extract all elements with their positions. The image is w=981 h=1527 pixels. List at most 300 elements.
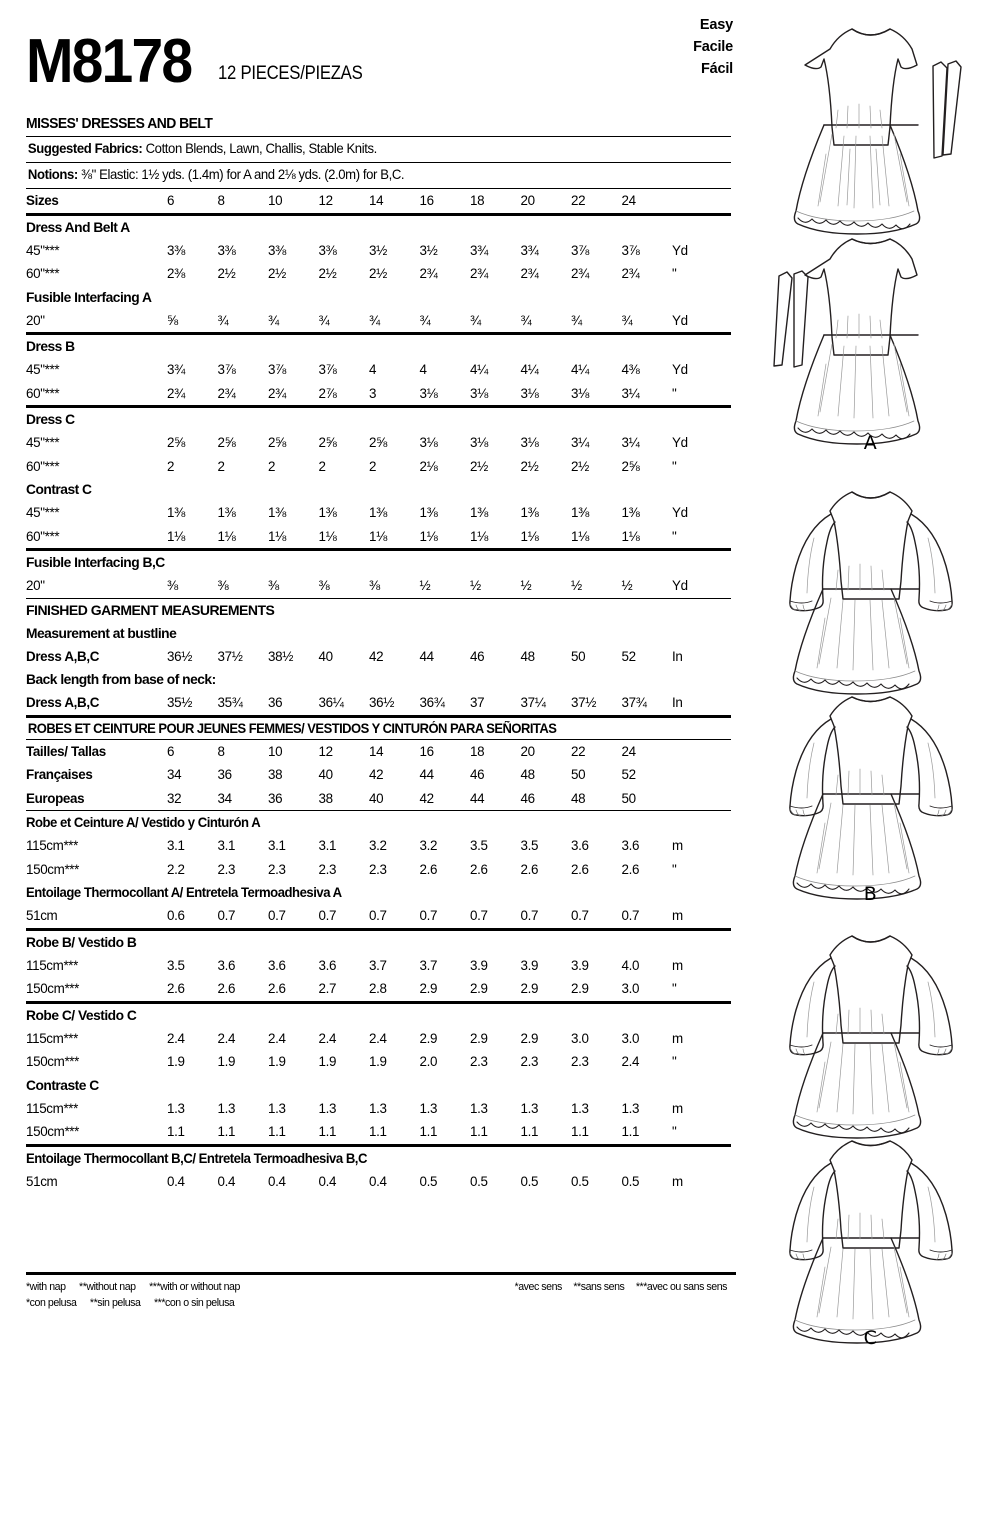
cell: 2.4 xyxy=(167,1030,185,1046)
cell: 36½ xyxy=(369,695,395,711)
cell: 0.4 xyxy=(167,1173,185,1189)
section-heading: Contrast C xyxy=(26,482,92,498)
unit-cell: m xyxy=(672,1030,683,1046)
cell: 0.5 xyxy=(520,1173,539,1189)
table-row xyxy=(26,1097,731,1121)
cell: 2.2 xyxy=(167,861,185,877)
cell: 2¾ xyxy=(217,385,236,401)
cell: ⅝ xyxy=(167,312,178,328)
unit-cell: Yd xyxy=(672,312,688,328)
cell: 3⅛ xyxy=(470,435,488,451)
cell: 2.4 xyxy=(318,1030,337,1046)
cell: 3¾ xyxy=(520,242,539,258)
sizes-header-table xyxy=(26,189,731,213)
cell: 2.9 xyxy=(571,981,589,997)
metric-sizes-table xyxy=(26,740,731,811)
metric-section-2-table xyxy=(26,931,731,1001)
row-label: 60"*** xyxy=(26,458,60,474)
cell: 3⅜ xyxy=(318,242,337,258)
cell: 3.1 xyxy=(268,838,286,854)
row-label: Dress A,B,C xyxy=(26,695,100,711)
cell: 50 xyxy=(571,767,586,783)
cell: 3.5 xyxy=(520,838,539,854)
imperial-section-2-table xyxy=(26,335,731,405)
row-label: 115cm*** xyxy=(26,957,79,973)
cell: 2.9 xyxy=(470,981,488,997)
cell: 0.7 xyxy=(621,908,640,924)
table-row xyxy=(26,904,731,928)
suggested-fabrics-line xyxy=(26,137,706,162)
section-heading-row xyxy=(26,551,731,574)
cell: 1.3 xyxy=(318,1100,337,1116)
cell: ⅜ xyxy=(167,578,178,594)
cell: 14 xyxy=(369,743,384,759)
size-col: 8 xyxy=(217,192,225,208)
cell: 2.6 xyxy=(419,861,438,877)
section-heading-row xyxy=(26,216,731,239)
row-label: 60"*** xyxy=(26,266,60,282)
size-col: 10 xyxy=(268,192,283,208)
cell: 3⅛ xyxy=(419,435,438,451)
cell: 2 xyxy=(268,458,276,474)
cell: 42 xyxy=(369,767,384,783)
cell: 1⅜ xyxy=(621,505,640,521)
section-heading: Robe B/ Vestido B xyxy=(26,934,137,950)
cell: 3½ xyxy=(419,242,438,258)
footnote-item: *with nap xyxy=(26,1281,66,1293)
unit-cell: " xyxy=(672,266,677,282)
row-label: 45"*** xyxy=(26,242,60,258)
cell: 2⅞ xyxy=(318,385,337,401)
table-row xyxy=(26,1120,731,1144)
cell: 3.0 xyxy=(571,1030,589,1046)
cell: 0.7 xyxy=(520,908,539,924)
table-row xyxy=(26,1027,731,1051)
cell: 37½ xyxy=(571,695,597,711)
cell: 1.3 xyxy=(369,1100,387,1116)
cell: 2.6 xyxy=(621,861,640,877)
unit-cell: " xyxy=(672,458,677,474)
section-heading: Fusible Interfacing A xyxy=(26,289,152,305)
section-heading: Dress C xyxy=(26,412,75,428)
unit-cell: m xyxy=(672,957,683,973)
cell: 40 xyxy=(318,648,333,664)
cell: 1⅛ xyxy=(470,528,488,544)
cell: 37 xyxy=(470,695,485,711)
cell: 2.9 xyxy=(419,981,438,997)
cell: 3.6 xyxy=(318,957,337,973)
unit-cell: In xyxy=(672,695,683,711)
finished-title-row xyxy=(26,599,731,622)
difficulty-es: Fácil xyxy=(700,61,733,78)
row-label: Dress A,B,C xyxy=(26,648,100,664)
cell: 1⅜ xyxy=(318,505,337,521)
cell: 3.0 xyxy=(621,1030,640,1046)
cell: 2¾ xyxy=(571,266,589,282)
cell: 1⅛ xyxy=(571,528,589,544)
cell: 4¼ xyxy=(520,362,539,378)
size-col: 20 xyxy=(520,192,535,208)
section-heading: Back length from base of neck: xyxy=(26,672,216,688)
cell: 3.9 xyxy=(470,957,488,973)
row-label: 60"*** xyxy=(26,385,60,401)
footnote-item: *con pelusa xyxy=(26,1297,77,1310)
cell: 0.4 xyxy=(268,1173,286,1189)
cell: 44 xyxy=(470,790,485,806)
cell: ¾ xyxy=(470,312,481,328)
cell: 2½ xyxy=(217,266,236,282)
footnote-french xyxy=(515,1279,736,1295)
cell: 22 xyxy=(571,743,586,759)
cell: 2.6 xyxy=(217,981,236,997)
cell: 38½ xyxy=(268,648,294,664)
row-label: Europeas xyxy=(26,790,85,806)
cell: 3⅞ xyxy=(217,362,236,378)
cell: ¾ xyxy=(217,312,229,328)
cell: 1⅛ xyxy=(419,528,438,544)
cell: 2.3 xyxy=(318,861,337,877)
section-heading-text: Entoilage Thermocollant B,C/ Entretela Termoadhesiva B,C xyxy=(26,1150,367,1166)
unit-cell: " xyxy=(672,1124,677,1140)
cell: 44 xyxy=(419,648,434,664)
cell: 1.9 xyxy=(268,1054,286,1070)
cell: 3.6 xyxy=(217,957,236,973)
unit-cell: " xyxy=(672,528,677,544)
cell: 4¼ xyxy=(571,362,589,378)
cell: 0.6 xyxy=(167,908,185,924)
cell: 1.1 xyxy=(419,1124,438,1140)
row-label: 150cm*** xyxy=(26,981,80,997)
cell: 50 xyxy=(621,790,636,806)
unit-cell: Yd xyxy=(672,435,688,451)
cell: 1.9 xyxy=(369,1054,387,1070)
cell: 3¼ xyxy=(621,435,640,451)
cell: 2 xyxy=(167,458,175,474)
unit-cell xyxy=(672,763,731,787)
cell: ¾ xyxy=(419,312,431,328)
unit-cell: Yd xyxy=(672,505,688,521)
section-heading-row xyxy=(26,1004,731,1027)
cell: 2.9 xyxy=(470,1030,488,1046)
difficulty-fr: Facile xyxy=(693,39,733,56)
cell: 3⅛ xyxy=(419,385,438,401)
cell: 36¼ xyxy=(318,695,344,711)
footnote-spanish xyxy=(26,1295,245,1311)
footnote-item: ***con o sin pelusa xyxy=(153,1297,235,1310)
cell: 2.6 xyxy=(520,861,539,877)
cell: 1⅜ xyxy=(571,505,589,521)
section-heading-row xyxy=(26,931,731,954)
table-row xyxy=(26,1050,731,1074)
cell: 36 xyxy=(217,767,232,783)
cell: 4.0 xyxy=(621,957,640,973)
cell: 3¾ xyxy=(167,362,185,378)
cell: 1.3 xyxy=(621,1100,640,1116)
cell: 2.6 xyxy=(470,861,488,877)
row-label: 150cm*** xyxy=(26,861,80,877)
notions-label: Notions: xyxy=(27,166,78,182)
cell: 2⅜ xyxy=(167,266,185,282)
cell: 3¼ xyxy=(571,435,589,451)
cell: 2½ xyxy=(268,266,286,282)
cell: 37½ xyxy=(217,648,243,664)
footnote-item: **sin pelusa xyxy=(89,1297,141,1310)
cell: 2.3 xyxy=(571,1054,589,1070)
cell: ⅜ xyxy=(268,578,279,594)
imperial-section-5-table xyxy=(26,551,731,598)
cell: 1⅜ xyxy=(419,505,438,521)
cell: 0.7 xyxy=(571,908,589,924)
table-row xyxy=(26,1170,731,1194)
cell: 52 xyxy=(621,648,636,664)
cell: 2 xyxy=(217,458,225,474)
section-heading-row xyxy=(26,1074,731,1097)
cell: 40 xyxy=(369,790,384,806)
cell: 3⅜ xyxy=(167,242,185,258)
cell: 2⅝ xyxy=(621,458,640,474)
size-col: 6 xyxy=(167,192,175,208)
imperial-section-3-table xyxy=(26,408,731,548)
cell: 3¾ xyxy=(470,242,488,258)
view-label-c: C xyxy=(863,1327,878,1349)
cell: 2¾ xyxy=(268,385,286,401)
size-col: 16 xyxy=(419,192,434,208)
metric-section-3-table xyxy=(26,1004,731,1144)
cell: 1⅛ xyxy=(268,528,286,544)
cell: 3.6 xyxy=(571,838,589,854)
cell: 1.1 xyxy=(369,1124,387,1140)
cell: 50 xyxy=(571,648,586,664)
row-label: 150cm*** xyxy=(26,1054,80,1070)
section-heading-text: Robe et Ceinture A/ Vestido y Cinturón A xyxy=(26,815,261,831)
cell: 37¼ xyxy=(520,695,546,711)
fabric-chart-column xyxy=(26,14,731,1193)
sizes-label: Sizes xyxy=(26,192,59,208)
section-heading-row xyxy=(26,408,731,431)
row-label: Françaises xyxy=(26,767,93,783)
cell: 4⅜ xyxy=(621,362,640,378)
unit-cell: " xyxy=(672,385,677,401)
unit-cell: " xyxy=(672,981,677,997)
section-heading-row xyxy=(26,286,731,309)
cell: 52 xyxy=(621,767,636,783)
cell: 38 xyxy=(318,790,333,806)
cell: 1.1 xyxy=(167,1124,185,1140)
row-label: 150cm*** xyxy=(26,1124,80,1140)
header xyxy=(26,14,731,97)
table-row xyxy=(26,763,731,787)
cell: 35½ xyxy=(167,695,193,711)
unit-cell: In xyxy=(672,648,683,664)
section-heading-row xyxy=(26,881,731,904)
cell: 4 xyxy=(419,362,427,378)
cell: 48 xyxy=(520,648,535,664)
cell: 18 xyxy=(470,743,485,759)
cell: 1.3 xyxy=(167,1100,185,1116)
cell: 2.3 xyxy=(369,861,387,877)
section-heading xyxy=(26,811,731,834)
cell: 3.1 xyxy=(217,838,236,854)
footnote-english xyxy=(26,1279,251,1295)
cell: 8 xyxy=(217,743,225,759)
size-col: 12 xyxy=(318,192,333,208)
unit-cell xyxy=(672,787,731,811)
section-heading-text: Entoilage Thermocollant A/ Entretela Termoadhesiva A xyxy=(26,885,342,901)
unit-col xyxy=(672,189,731,213)
footnote-item: **without nap xyxy=(79,1281,136,1293)
cell: 1.1 xyxy=(621,1124,640,1140)
cell: 2.4 xyxy=(268,1030,286,1046)
unit-cell: Yd xyxy=(672,242,688,258)
table-row xyxy=(26,525,731,549)
cell: 3⅞ xyxy=(268,362,286,378)
cell: 2⅛ xyxy=(419,458,438,474)
cell: 1.1 xyxy=(268,1124,286,1140)
cell: 3⅛ xyxy=(520,435,539,451)
cell: 2½ xyxy=(318,266,337,282)
cell: 42 xyxy=(369,648,384,664)
cell: 1.3 xyxy=(520,1100,539,1116)
cell: 1.3 xyxy=(571,1100,589,1116)
cell: 3.1 xyxy=(318,838,337,854)
unit-cell: m xyxy=(672,1173,683,1189)
footnote-item: **sans sens xyxy=(573,1281,625,1293)
cell: 1.9 xyxy=(217,1054,236,1070)
cell: 3.6 xyxy=(268,957,286,973)
cell: 2.4 xyxy=(621,1054,640,1070)
view-b-block xyxy=(760,478,981,905)
section-heading: Robe C/ Vestido C xyxy=(26,1007,137,1023)
difficulty-en: Easy xyxy=(699,17,733,33)
cell: 3⅛ xyxy=(520,385,539,401)
divider xyxy=(26,1272,736,1275)
cell: ⅜ xyxy=(217,578,229,594)
cell: 0.7 xyxy=(268,908,286,924)
cell: 1⅜ xyxy=(520,505,539,521)
pattern-number: M8178 xyxy=(26,27,192,97)
cell: 3.9 xyxy=(520,957,539,973)
cell: 3.0 xyxy=(621,981,640,997)
unit-cell: m xyxy=(672,908,683,924)
section-heading: Dress B xyxy=(26,339,75,355)
cell: 44 xyxy=(419,767,434,783)
cell: 2½ xyxy=(520,458,539,474)
cell: 2.0 xyxy=(419,1054,438,1070)
cell: 0.7 xyxy=(318,908,337,924)
cell: 2.6 xyxy=(268,981,286,997)
notions-line xyxy=(26,163,706,188)
cell: 3.2 xyxy=(419,838,438,854)
cell: ¾ xyxy=(571,312,582,328)
cell: 0.5 xyxy=(419,1173,438,1189)
cell: 2¾ xyxy=(167,385,185,401)
cell: 0.5 xyxy=(470,1173,488,1189)
cell: 2¾ xyxy=(419,266,438,282)
table-row xyxy=(26,787,731,811)
cell: 3⅜ xyxy=(268,242,286,258)
difficulty-rating xyxy=(693,14,733,80)
row-label: 45"*** xyxy=(26,435,60,451)
view-a-block xyxy=(760,14,981,454)
imperial-section-0-table xyxy=(26,216,731,333)
cell: ¾ xyxy=(268,312,279,328)
cell: 2⅝ xyxy=(167,435,185,451)
table-row xyxy=(26,691,731,715)
table-row xyxy=(26,645,731,669)
unit-cell xyxy=(672,740,731,764)
cell: 3½ xyxy=(369,242,387,258)
cell: 46 xyxy=(470,648,485,664)
footnotes xyxy=(26,1272,736,1312)
finished-measurements-table xyxy=(26,599,731,715)
footnote-item: ***with or without nap xyxy=(149,1281,240,1293)
view-label-b: B xyxy=(863,883,878,905)
cell: 2½ xyxy=(470,458,488,474)
cell: 3 xyxy=(369,385,377,401)
unit-cell: m xyxy=(672,1100,683,1116)
cell: 2¾ xyxy=(470,266,488,282)
cell: 46 xyxy=(470,767,485,783)
cell: 35¾ xyxy=(217,695,243,711)
cell: 1⅛ xyxy=(318,528,337,544)
cell: 2.6 xyxy=(571,861,589,877)
cell: 6 xyxy=(167,743,175,759)
cell: 3.5 xyxy=(470,838,488,854)
cell: 0.4 xyxy=(318,1173,337,1189)
cell: 2.3 xyxy=(217,861,236,877)
table-row xyxy=(26,189,731,213)
cell: 0.5 xyxy=(571,1173,589,1189)
cell: 0.5 xyxy=(621,1173,640,1189)
table-row xyxy=(26,382,731,406)
cell: ¾ xyxy=(520,312,532,328)
cell: 1.3 xyxy=(470,1100,488,1116)
table-row xyxy=(26,431,731,455)
pieces-count: 12 PIECES/PIEZAS xyxy=(217,63,363,84)
cell: 1.9 xyxy=(167,1054,185,1070)
cell: 1.9 xyxy=(318,1054,337,1070)
notions-value: ⅜" Elastic: 1½ yds. (1.4m) for A and 2⅛ yds. (2.0m) for B,C. xyxy=(81,166,405,182)
footnote-item: *avec sens xyxy=(514,1281,562,1293)
cell: 1.3 xyxy=(419,1100,438,1116)
cell: 2.9 xyxy=(520,981,539,997)
footnote-item: ***avec ou sans sens xyxy=(635,1281,727,1293)
cell: 12 xyxy=(318,743,333,759)
cell: 2⅝ xyxy=(369,435,387,451)
cell: 3.6 xyxy=(621,838,640,854)
cell: 0.7 xyxy=(369,908,387,924)
cell: 3⅞ xyxy=(318,362,337,378)
cell: 1⅜ xyxy=(470,505,488,521)
unit-cell: " xyxy=(672,1054,677,1070)
cell: 3.2 xyxy=(369,838,387,854)
cell: 1⅛ xyxy=(369,528,387,544)
cell: 3.5 xyxy=(167,957,185,973)
row-label: 60"*** xyxy=(26,528,60,544)
cell: 1⅛ xyxy=(217,528,236,544)
cell: 36½ xyxy=(167,648,193,664)
suggested-fabrics-value: Cotton Blends, Lawn, Challis, Stable Knits. xyxy=(145,141,377,156)
cell: 3.9 xyxy=(571,957,589,973)
size-col: 22 xyxy=(571,192,586,208)
section-heading xyxy=(26,881,731,904)
cell: ⅜ xyxy=(369,578,380,594)
cell: 2½ xyxy=(571,458,589,474)
cell: 3.1 xyxy=(167,838,185,854)
cell: ⅜ xyxy=(318,578,330,594)
cell: ¾ xyxy=(369,312,380,328)
section-heading xyxy=(26,1147,731,1170)
